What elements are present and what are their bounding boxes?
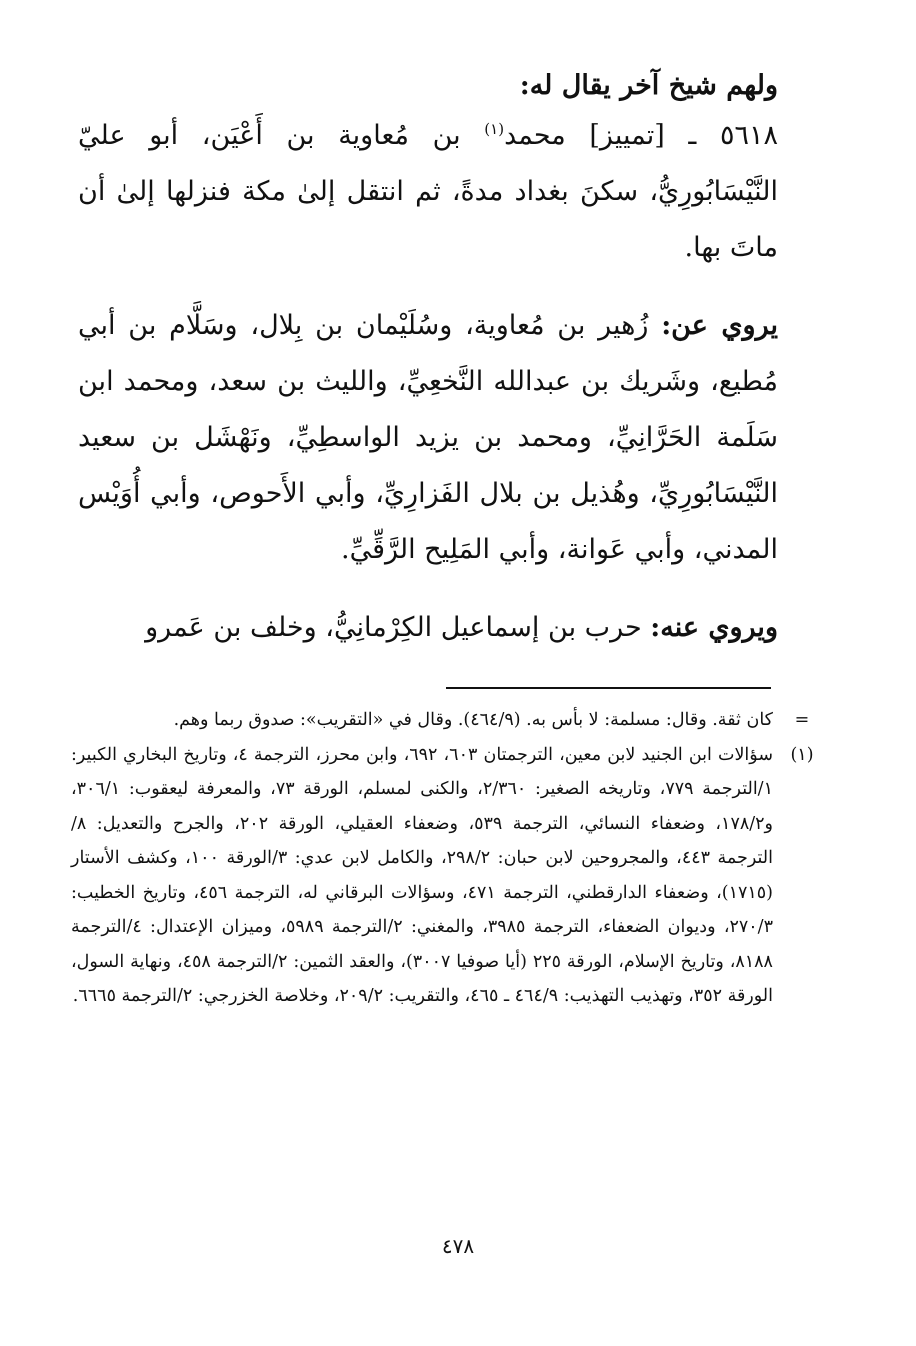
section-heading: ولهم شيخ آخر يقال له:	[519, 70, 778, 101]
footnote-1	[71, 738, 831, 1014]
footnotes	[71, 703, 831, 1014]
footnote-mark: =	[794, 710, 810, 730]
page-number: ٤٧٨	[441, 1234, 475, 1258]
footnote-continuation	[71, 703, 831, 738]
narrated-by-paragraph	[78, 600, 778, 656]
narrates-from-text: زُهير بن مُعاوية، وسُلَيْمان بن بِلال، وسَلَّام بن أبي مُطيع، وشَريك بن عبدالله النَّخعِيِّ، والليث بن سعد، ومحمد ابن سَلَمة الحَرَّانِيِّ، ومحمد بن يزيد الواسطِيِّ، ونَهْشَل بن سعيد النَّيْسَابُورِيِّ، وهُذيل بن بلال الفَزارِيِّ، وأبي الأَحوص، وأبي أُوَيْس المدني، وأبي عَوانة، وأبي المَلِيح الرَّقِّيِّ.	[78, 310, 778, 565]
footnote-separator	[446, 687, 771, 689]
main-text	[78, 64, 778, 656]
narrated-by-text: حرب بن إسماعيل الكِرْمانِيُّ، وخلف بن عَمرو	[145, 612, 651, 643]
footnote-text: كان ثقة. وقال: مسلمة: لا بأس به. (٤٦٤/٩). وقال في «التقريب»: صدوق ربما وهم.	[173, 710, 773, 730]
biography-entry	[78, 108, 778, 276]
footnote-text: سؤالات ابن الجنيد لابن معين، الترجمتان ٦٠٣، ٦٩٢، وابن محرز، الترجمة ٤، وتاريخ البخاري الكبير: ١/الترجمة ٧٧٩، وتاريخه الصغير: ٢/٣٦٠، والكنى لمسلم، الورقة ٧٣، والمعرفة ليعقوب: ٣٠٦/١، و١٧٨/٢، وضعفاء النسائي، الترجمة ٥٣٩، وضعفاء العقيلي، الورقة ٢٠٢، والجرح والتعديل: ٨/الترجمة ٤٤٣، والمجروحين لابن حبان: ٢٩٨/٢، والكامل لابن عدي: ٣/الورقة ١٠٠، وكشف الأستار (١٧١٥)، وضعفاء الدارقطني، الترجمة ٤٧١، وسؤالات البرقاني له، الترجمة ٤٥٦، وتاريخ الخطيب: ٢٧٠/٣، وديوان الضعفاء، الترجمة ٣٩٨٥، والمغني: ٢/الترجمة ٥٩٨٩، وميزان الإعتدال: ٤/الترجمة ٨١٨٨، وتاريخ الإسلام، الورقة ٢٢٥ (أيا صوفيا ٣٠٠٧)، والعقد الثمين: ٢/الترجمة ٤٥٨، ونهاية السول، الورقة ٣٥٢، وتهذيب التهذيب: ٤٦٤/٩ ـ ٤٦٥، والتقريب: ٢٠٩/٢، وخلاصة الخزرجي: ٢/الترجمة ٦٦٦٥.	[71, 744, 774, 1006]
narrates-from-paragraph	[78, 298, 778, 578]
entry-text: بن مُعاوية بن أَعْيَن، أبو عليّ النَّيْسَابُورِيُّ، سكنَ بغداد مدةً، ثم انتقل إلىٰ مكة فنزلها إلىٰ أن ماتَ بها.	[78, 120, 778, 263]
entry-number-and-name: ٥٦١٨ ـ [تمييز] محمد	[504, 120, 778, 151]
narrated-by-label: ويروي عنه:	[650, 612, 778, 643]
footnote-mark: (١)	[790, 744, 814, 765]
narrates-from-label: يروي عن:	[661, 310, 778, 341]
footnote-reference[interactable]: (١)	[484, 120, 505, 138]
